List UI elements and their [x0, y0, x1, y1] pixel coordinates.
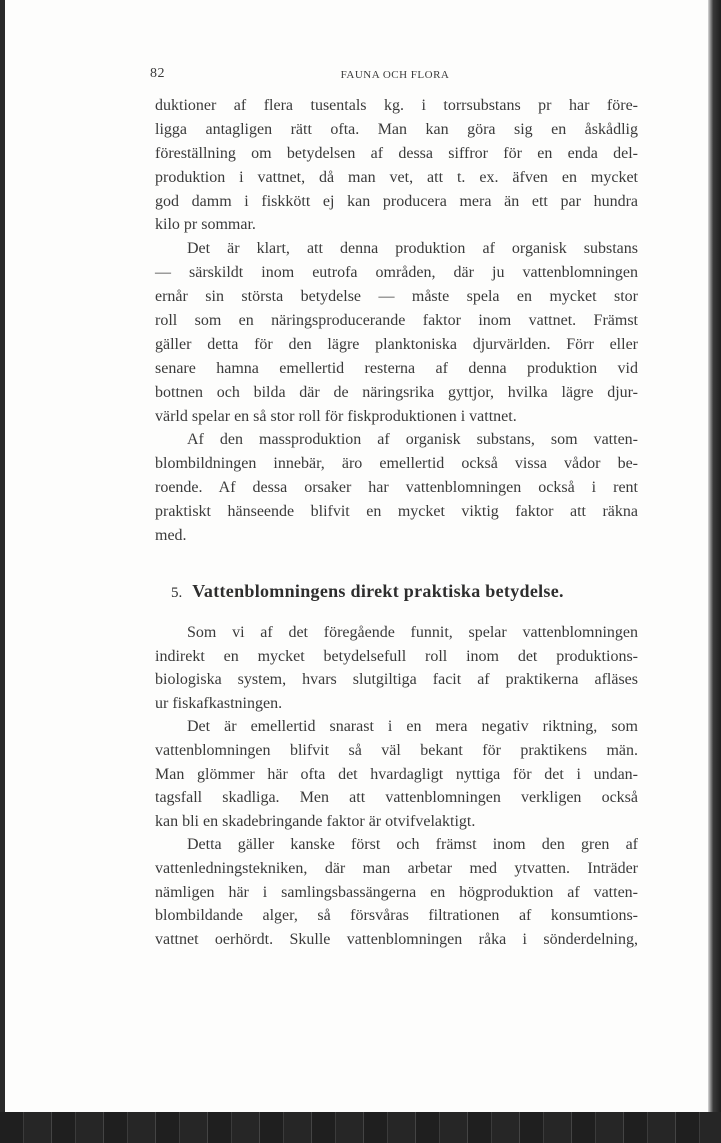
text-line: Det är klart, att denna produktion af organisk substans: [187, 240, 638, 258]
text-line: Af den massproduktion af organisk substans, som vatten-: [187, 431, 638, 449]
section-title: Vattenblomningens direkt praktiska betydelse.: [192, 581, 564, 601]
text-line: blombildande alger, så försvåras filtrationen af konsumtions-: [155, 907, 638, 925]
text-line: vattenblomningen blifvit så väl bekant för praktikens män.: [155, 741, 638, 759]
text-line: Man glömmer här ofta det hvardagligt nyttiga för det i undan-: [155, 765, 638, 783]
text-line: — särskildt inom eutrofa områden, där ju vattenblomningen: [155, 264, 638, 282]
text-line: produktion i vattnet, då man vet, att t. ex. äfven en mycket: [155, 168, 638, 186]
text-line: Det är emellertid snarast i en mera negativ riktning, som: [187, 718, 638, 736]
text-line: nämligen här i samlingsbassängerna en högproduktion af vatten-: [155, 883, 638, 901]
running-title: FAUNA OCH FLORA: [340, 69, 450, 81]
text-line: indirekt en mycket betydelsefull roll inom det produktions-: [155, 647, 638, 665]
text-line: kan bli en skadebringande faktor är otvifvelaktigt.: [155, 812, 476, 830]
text-line: ernår sin största betydelse — måste spela en mycket stor: [155, 288, 638, 306]
running-header: [150, 68, 640, 86]
text-line: biologiska system, hvars slutgiltiga facit af praktikerna afläses: [155, 671, 638, 689]
text-line: senare hamna emellertid resterna af denna produktion vid: [155, 359, 638, 377]
text-line: roende. Af dessa orsaker har vattenblomningen också i rent: [155, 479, 638, 497]
text-line: med.: [155, 527, 187, 545]
text-line: praktiskt hänseende blifvit en mycket viktig faktor att räkna: [155, 503, 638, 521]
text-line: vattenledningstekniken, där man arbetar med ytvatten. Inträder: [155, 859, 638, 877]
section-1-body: [155, 94, 638, 548]
text-line: tagsfall skadliga. Men att vattenblomningen verkligen också: [155, 789, 638, 807]
text-line: kilo pr sommar.: [155, 216, 256, 234]
text-line: god damm i fiskkött ej kan producera mera än ett par hundra: [155, 192, 638, 210]
text-line: ur fiskafkastningen.: [155, 694, 283, 712]
section-2-body: [155, 621, 638, 951]
section-heading: [171, 581, 564, 602]
page-number: 82: [150, 66, 165, 81]
scan-border-right: [708, 0, 721, 1143]
text-line: Detta gäller kanske först och främst inom den gren af: [187, 836, 638, 854]
text-line: värld spelar en så stor roll för fiskproduktionen i vattnet.: [155, 407, 517, 425]
text-line: duktioner af flera tusentals kg. i torrsubstans pr har före-: [155, 97, 638, 114]
text-line: roll som en näringsproducerande faktor inom vattnet. Främst: [155, 312, 638, 330]
text-line: ligga antagligen rätt ofta. Man kan göra sig en åskådlig: [155, 120, 638, 138]
scan-border-bottom: [0, 1112, 721, 1143]
text-line: Som vi af det föregående funnit, spelar vattenblomningen: [187, 624, 638, 641]
text-line: föreställning om betydelsen af dessa siffror för en enda del-: [155, 144, 638, 162]
text-line: blombildningen innebär, äro emellertid också vissa vådor be-: [155, 455, 638, 473]
text-line: gäller detta för den lägre planktoniska djurvärlden. Förr eller: [155, 335, 638, 353]
text-line: bottnen och bilda där de näringsrika gyttjor, hvilka lägre djur-: [155, 383, 638, 401]
section-number: 5.: [171, 585, 183, 601]
text-line: vattnet oerhördt. Skulle vattenblomningen råka i sönderdelning,: [155, 930, 638, 948]
